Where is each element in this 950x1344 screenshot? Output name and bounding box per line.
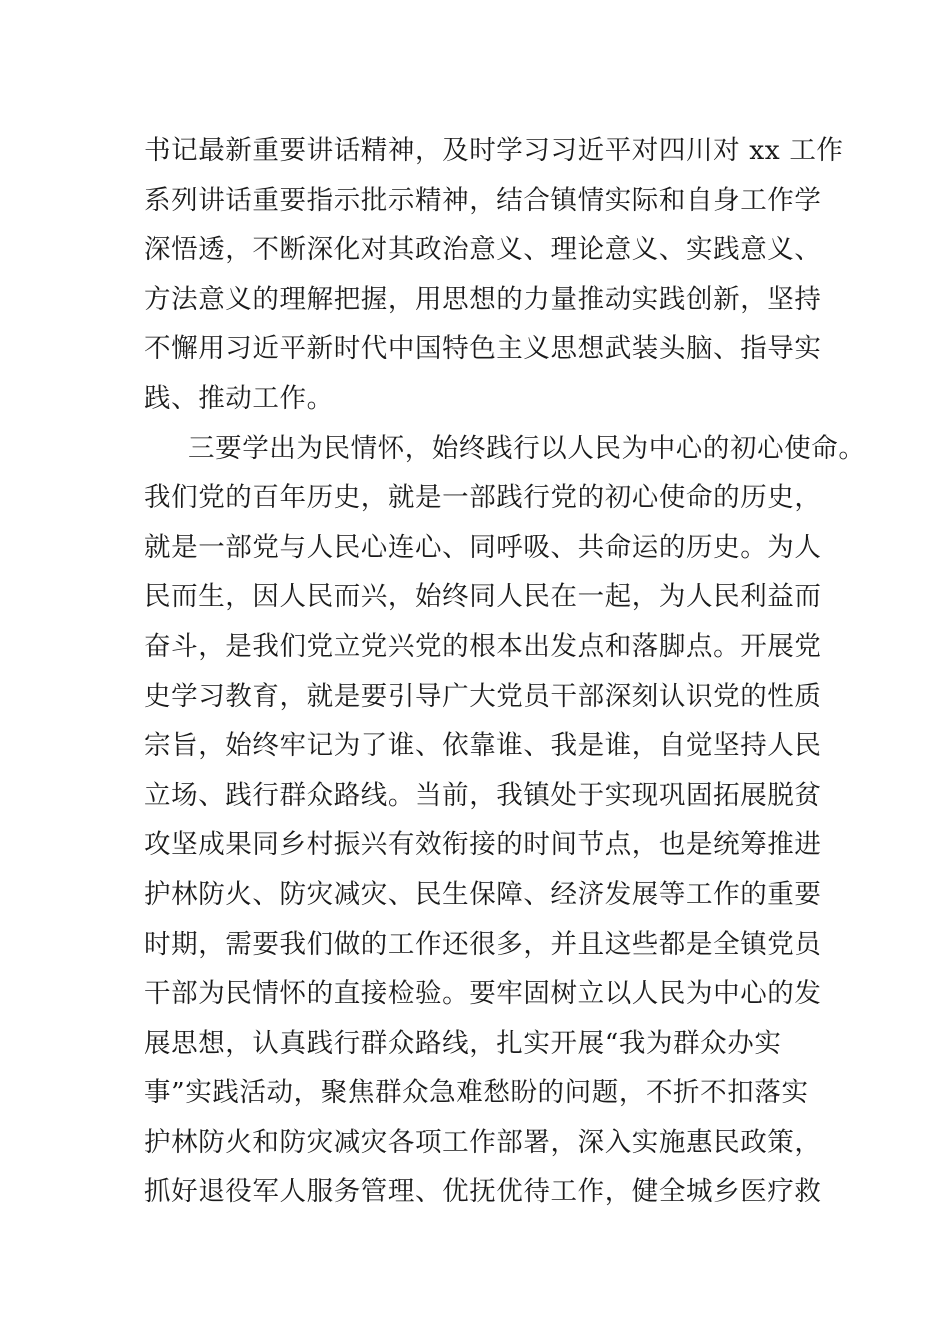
text-line: 展思想，认真践行群众路线，扎实开展“我为群众办实 [144, 1027, 782, 1059]
text-line: 时期，需要我们做的工作还很多，并且这些都是全镇党员 [144, 928, 822, 960]
text-line: 我们党的百年历史，就是一部践行党的初心使命的历史， [144, 482, 822, 514]
text-line: 民而生，因人民而兴，始终同人民在一起，为人民利益而 [144, 581, 822, 613]
text-line: 深悟透，不断深化对其政治意义、理论意义、实践意义、 [144, 234, 822, 266]
text-line: 攻坚成果同乡村振兴有效衔接的时间节点，也是统筹推进 [144, 829, 822, 861]
text-line: 抓好退役军人服务管理、优抚优待工作，健全城乡医疗救 [144, 1176, 822, 1208]
text-line: 史学习教育，就是要引导广大党员干部深刻认识党的性质 [144, 680, 822, 712]
text-line: 践、推动工作。 [144, 382, 334, 414]
text-line: 就是一部党与人民心连心、同呼吸、共命运的历史。为人 [144, 531, 822, 563]
text-line: 不懈用习近平新时代中国特色主义思想武装头脑、指导实 [144, 333, 822, 365]
text-line: 事”实践活动，聚焦群众急难愁盼的问题，不折不扣落实 [144, 1077, 809, 1109]
text-line: 干部为民情怀的直接检验。要牢固树立以人民为中心的发 [144, 978, 822, 1010]
text-line: 宗旨，始终牢记为了谁、依靠谁、我是谁，自觉坚持人民 [144, 730, 822, 762]
text-line: 书记最新重要讲话精神，及时学习习近平对四川对 xx 工作 [144, 135, 844, 166]
text-line: 系列讲话重要指示批示精神，结合镇情实际和自身工作学 [144, 184, 822, 216]
text-line: 方法意义的理解把握，用思想的力量推动实践创新，坚持 [144, 283, 822, 315]
text-line: 奋斗，是我们党立党兴党的根本出发点和落脚点。开展党 [144, 630, 822, 662]
text-line: 护林防火和防灾减灾各项工作部署，深入实施惠民政策， [144, 1126, 822, 1158]
body-text [144, 126, 866, 1217]
text-line: 护林防火、防灾减灾、民生保障、经济发展等工作的重要 [144, 878, 822, 910]
text-line: 立场、践行群众路线。当前，我镇处于实现巩固拓展脱贫 [144, 779, 822, 811]
paragraph-first-line: 三要学出为民情怀，始终践行以人民为中心的初心使命。 [188, 432, 866, 464]
